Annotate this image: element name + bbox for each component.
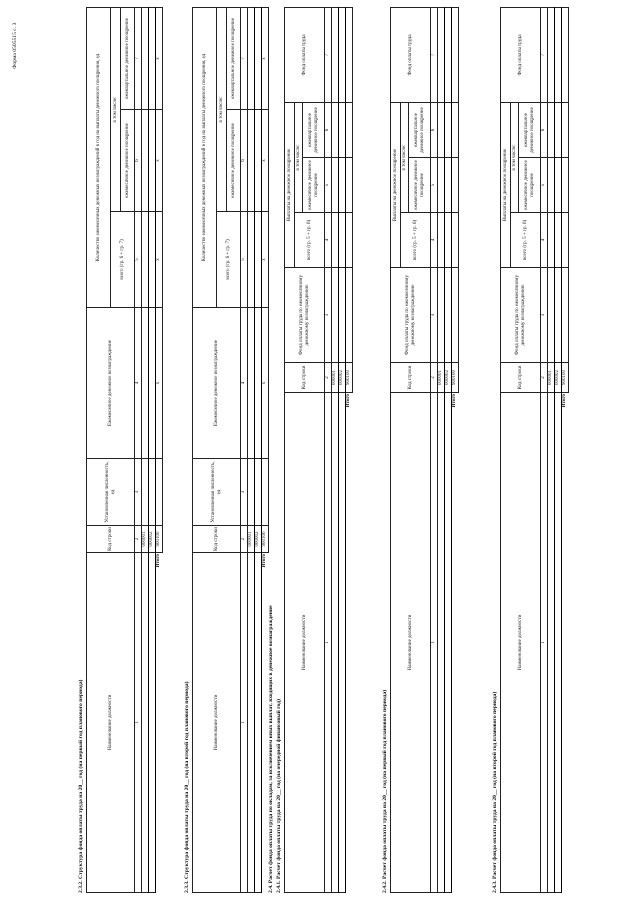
- value-cell[interactable]: [339, 213, 346, 268]
- x-mark: x: [262, 308, 269, 459]
- col-number: 1: [541, 393, 548, 893]
- value-cell[interactable]: [562, 7, 569, 102]
- col-number: 3: [431, 268, 438, 363]
- value-cell[interactable]: [248, 212, 255, 308]
- col-header-row-code: Код строки: [501, 363, 541, 393]
- structure-table-year1: [86, 7, 163, 893]
- value-cell[interactable]: [346, 268, 353, 363]
- col-number: 5: [431, 158, 438, 213]
- row-code: 000001: [438, 363, 445, 393]
- value-cell[interactable]: [142, 308, 149, 459]
- total-code: 900100: [262, 526, 269, 553]
- col-number: 1: [431, 393, 438, 893]
- salary-fund-table-year2: [500, 7, 569, 893]
- section-2-3-3-title: 2.3.3. Структура фонда оплаты труда на 20__ год (на второй год планового периода): [184, 681, 190, 893]
- value-cell[interactable]: [452, 102, 459, 157]
- col-header-including: в том числе:: [111, 7, 121, 211]
- col-number: 4: [541, 213, 548, 268]
- value-cell[interactable]: [555, 7, 562, 102]
- value-cell[interactable]: [562, 268, 569, 363]
- col-header-reward-count: Количество ежемесячных денежных вознаграждений в год на выплаты денежного поощрения, ед: [87, 7, 111, 307]
- col-number: 3: [135, 459, 142, 526]
- col-header-bonus-payments: Выплаты на денежное поощрение: [501, 102, 511, 267]
- total-row: [452, 7, 459, 892]
- value-cell[interactable]: [149, 7, 156, 109]
- total-label: Итого: [156, 553, 163, 893]
- col-number: 1: [135, 553, 142, 893]
- value-cell[interactable]: [445, 213, 452, 268]
- value-cell[interactable]: [445, 102, 452, 157]
- col-number: 6: [241, 110, 248, 212]
- col-header-row-code: Код строки: [87, 526, 135, 553]
- col-header-salary-fund: Фонд оплаты труда: [501, 7, 541, 102]
- col-header-bonus-payments: Выплаты на денежное поощрение: [391, 102, 401, 267]
- position-cell[interactable]: [255, 553, 262, 893]
- value-cell[interactable]: [438, 213, 445, 268]
- col-number: 2: [325, 363, 332, 393]
- table-row: [548, 7, 555, 892]
- salary-fund-table-year1: [390, 7, 459, 893]
- row-code: 000001: [332, 363, 339, 393]
- value-cell[interactable]: [555, 213, 562, 268]
- value-cell[interactable]: [255, 212, 262, 308]
- value-cell[interactable]: [255, 459, 262, 526]
- row-code: 000002: [555, 363, 562, 393]
- value-cell[interactable]: [452, 158, 459, 213]
- total-label: Итого: [452, 393, 459, 893]
- col-number: 1: [241, 553, 248, 893]
- total-row: [562, 7, 569, 892]
- section-2-3-2-title: 2.3.2. Структура фонда оплаты труда на 20__ год (на первый год планового периода): [78, 679, 84, 893]
- value-cell[interactable]: [149, 308, 156, 459]
- value-cell[interactable]: [339, 158, 346, 213]
- value-cell[interactable]: [445, 158, 452, 213]
- section-2-4-title: 2.4. Расчет фонда оплаты труда по окладам, за исключением иных выплат, входящих в денежное вознаграждение: [268, 605, 274, 893]
- section-2-4-2-title: 2.4.2. Расчет фонда оплаты труда на 20__ год (на первый год планового периода): [382, 689, 388, 893]
- value-cell[interactable]: [255, 7, 262, 109]
- value-cell[interactable]: [346, 102, 353, 157]
- row-code: 000002: [339, 363, 346, 393]
- table-row: [555, 7, 562, 892]
- col-header-position: Наименование должности: [87, 553, 135, 893]
- col-number: 4: [241, 308, 248, 459]
- col-header-total: всего (гр. 6 + гр. 7): [217, 212, 241, 308]
- value-cell[interactable]: [438, 7, 445, 102]
- value-cell[interactable]: [445, 268, 452, 363]
- col-number: 5: [325, 158, 332, 213]
- x-mark: x: [262, 110, 269, 212]
- total-code: 900100: [452, 363, 459, 393]
- value-cell[interactable]: [255, 308, 262, 459]
- value-cell[interactable]: [149, 110, 156, 212]
- value-cell[interactable]: [562, 213, 569, 268]
- col-header-quarterly-bonus: ежеквартальное денежное поощрение: [409, 102, 431, 157]
- col-number: 2: [135, 526, 142, 553]
- col-header-monthly-bonus: ежемесячное денежное поощрение: [227, 110, 241, 212]
- table-row: [438, 7, 445, 892]
- value-cell[interactable]: [248, 110, 255, 212]
- x-mark: x: [262, 7, 269, 109]
- structure-table-year2: [192, 7, 269, 893]
- position-cell[interactable]: [149, 553, 156, 893]
- position-cell[interactable]: [332, 393, 339, 893]
- table-row: [339, 7, 346, 892]
- value-cell[interactable]: [339, 7, 346, 102]
- position-cell[interactable]: [248, 553, 255, 893]
- x-mark: x: [156, 110, 163, 212]
- table-row: [248, 7, 255, 892]
- table-row: [149, 7, 156, 892]
- total-row: [346, 7, 353, 892]
- col-number: 5: [241, 212, 248, 308]
- col-header-monthly-bonus: ежемесячное денежное поощрение: [519, 158, 541, 213]
- col-header-monthly-bonus: ежемесячное денежное поощрение: [303, 158, 325, 213]
- value-cell[interactable]: [346, 158, 353, 213]
- value-cell[interactable]: [548, 7, 555, 102]
- col-header-quarterly-bonus: ежеквартальное денежное поощрение: [121, 7, 135, 109]
- value-cell[interactable]: [339, 268, 346, 363]
- total-label: Итого: [346, 393, 353, 893]
- col-header-total: всего (гр. 5 + гр. 6): [401, 213, 431, 268]
- value-cell[interactable]: [346, 7, 353, 102]
- col-number: 7: [241, 7, 248, 109]
- position-cell[interactable]: [548, 393, 555, 893]
- col-header-quarterly-bonus: ежеквартальное денежное поощрение: [227, 7, 241, 109]
- value-cell[interactable]: [332, 158, 339, 213]
- row-code: 000001: [548, 363, 555, 393]
- col-header-monthly-fund: Фонд оплаты труда по ежемесячному денежному вознаграждению: [501, 268, 541, 363]
- total-label: Итого: [262, 553, 269, 893]
- value-cell[interactable]: [346, 213, 353, 268]
- col-header-total: всего (гр. 5 + гр. 6): [511, 213, 541, 268]
- col-number: 7: [431, 7, 438, 102]
- col-header-row-code: Код строки: [193, 526, 241, 553]
- col-number: 6: [541, 102, 548, 157]
- salary-fund-table-current: [284, 7, 353, 893]
- value-cell[interactable]: [149, 459, 156, 526]
- table-row: [142, 7, 149, 892]
- col-number: 6: [431, 102, 438, 157]
- value-cell[interactable]: [142, 110, 149, 212]
- value-cell[interactable]: [156, 459, 163, 526]
- col-number: 3: [325, 268, 332, 363]
- row-code: 000002: [255, 526, 262, 553]
- row-code: 000001: [142, 526, 149, 553]
- col-header-monthly-fund: Фонд оплаты труда по ежемесячному денежному вознаграждению: [285, 268, 325, 363]
- value-cell[interactable]: [452, 268, 459, 363]
- col-header-position: Наименование должности: [285, 393, 325, 893]
- value-cell[interactable]: [438, 268, 445, 363]
- col-number: 6: [325, 102, 332, 157]
- row-code: 000001: [248, 526, 255, 553]
- col-header-including: в том числе:: [295, 102, 303, 212]
- position-cell[interactable]: [555, 393, 562, 893]
- col-number: 4: [431, 213, 438, 268]
- value-cell[interactable]: [248, 308, 255, 459]
- col-number: 5: [541, 158, 548, 213]
- col-header-monthly-fund: Фонд оплаты труда по ежемесячному денежному вознаграждению: [391, 268, 431, 363]
- col-header-including: в том числе:: [511, 102, 519, 212]
- value-cell[interactable]: [548, 213, 555, 268]
- col-number: 1: [325, 393, 332, 893]
- col-number: 3: [541, 268, 548, 363]
- col-header-monthly-reward: Ежемесячное денежное вознаграждение: [87, 308, 135, 459]
- col-header-total: всего (гр. 6 + гр. 7): [111, 212, 135, 308]
- col-header-staff-count: Установленная численность, ед: [193, 459, 241, 526]
- col-number: 7: [541, 7, 548, 102]
- col-number: 3: [241, 459, 248, 526]
- col-header-reward-count: Количество ежемесячных денежных вознаграждений в год на выплаты денежного поощрения, ед: [193, 7, 217, 307]
- col-header-salary-fund: Фонд оплаты труда: [391, 7, 431, 102]
- col-number: 2: [431, 363, 438, 393]
- section-2-4-3-title: 2.4.3. Расчет фонда оплаты труда на 20__ год (на второй год планового периода): [492, 691, 498, 893]
- value-cell[interactable]: [332, 7, 339, 102]
- col-header-position: Наименование должности: [501, 393, 541, 893]
- position-cell[interactable]: [445, 393, 452, 893]
- value-cell[interactable]: [438, 158, 445, 213]
- col-header-position: Наименование должности: [391, 393, 431, 893]
- value-cell[interactable]: [562, 102, 569, 157]
- value-cell[interactable]: [248, 7, 255, 109]
- value-cell[interactable]: [248, 459, 255, 526]
- value-cell[interactable]: [262, 459, 269, 526]
- x-mark: x: [262, 212, 269, 308]
- total-label: Итого: [562, 393, 569, 893]
- position-cell[interactable]: [142, 553, 149, 893]
- value-cell[interactable]: [562, 158, 569, 213]
- value-cell[interactable]: [555, 268, 562, 363]
- col-header-monthly-reward: Ежемесячное денежное вознаграждение: [193, 308, 241, 459]
- table-row: [445, 7, 452, 892]
- value-cell[interactable]: [149, 212, 156, 308]
- col-header-row-code: Код строки: [391, 363, 431, 393]
- col-number: 5: [135, 212, 142, 308]
- total-row: [156, 7, 163, 892]
- total-code: 900100: [346, 363, 353, 393]
- table-row: [255, 7, 262, 892]
- form-reference: Форма 0505515 с. 3: [12, 22, 18, 69]
- value-cell[interactable]: [142, 459, 149, 526]
- position-cell[interactable]: [339, 393, 346, 893]
- col-header-quarterly-bonus: ежеквартальное денежное поощрение: [519, 102, 541, 157]
- value-cell[interactable]: [332, 213, 339, 268]
- row-code: 000002: [149, 526, 156, 553]
- value-cell[interactable]: [548, 158, 555, 213]
- col-number: 7: [135, 7, 142, 109]
- x-mark: x: [156, 308, 163, 459]
- value-cell[interactable]: [548, 268, 555, 363]
- value-cell[interactable]: [452, 7, 459, 102]
- x-mark: x: [156, 7, 163, 109]
- col-number: 4: [135, 308, 142, 459]
- col-header-monthly-bonus: ежемесячное денежное поощрение: [121, 110, 135, 212]
- x-mark: x: [156, 212, 163, 308]
- col-number: 2: [241, 526, 248, 553]
- value-cell[interactable]: [452, 213, 459, 268]
- value-cell[interactable]: [142, 212, 149, 308]
- col-header-total: всего (гр. 5 + гр. 6): [295, 213, 325, 268]
- total-code: 900100: [156, 526, 163, 553]
- section-2-4-1-title: 2.4.1. Расчет фонда оплаты труда на 20__ год (на очередной финансовый год): [276, 699, 282, 893]
- table-row: [332, 7, 339, 892]
- col-number: 6: [135, 110, 142, 212]
- value-cell[interactable]: [445, 7, 452, 102]
- col-header-row-code: Код строки: [285, 363, 325, 393]
- col-number: 2: [541, 363, 548, 393]
- col-header-including: в том числе:: [217, 7, 227, 211]
- value-cell[interactable]: [555, 158, 562, 213]
- col-number: 7: [325, 7, 332, 102]
- col-header-position: Наименование должности: [193, 553, 241, 893]
- value-cell[interactable]: [332, 102, 339, 157]
- col-header-including: в том числе:: [401, 102, 409, 212]
- value-cell[interactable]: [142, 7, 149, 109]
- value-cell[interactable]: [339, 102, 346, 157]
- total-code: 900100: [562, 363, 569, 393]
- col-header-salary-fund: Фонд оплаты труда: [285, 7, 325, 102]
- position-cell[interactable]: [438, 393, 445, 893]
- col-header-quarterly-bonus: ежеквартальное денежное поощрение: [303, 102, 325, 157]
- value-cell[interactable]: [555, 102, 562, 157]
- col-header-monthly-bonus: ежемесячное денежное поощрение: [409, 158, 431, 213]
- col-header-bonus-payments: Выплаты на денежное поощрение: [285, 102, 295, 267]
- value-cell[interactable]: [255, 110, 262, 212]
- value-cell[interactable]: [332, 268, 339, 363]
- col-number: 4: [325, 213, 332, 268]
- col-header-staff-count: Установленная численность, ед: [87, 459, 135, 526]
- row-code: 000002: [445, 363, 452, 393]
- value-cell[interactable]: [548, 102, 555, 157]
- value-cell[interactable]: [438, 102, 445, 157]
